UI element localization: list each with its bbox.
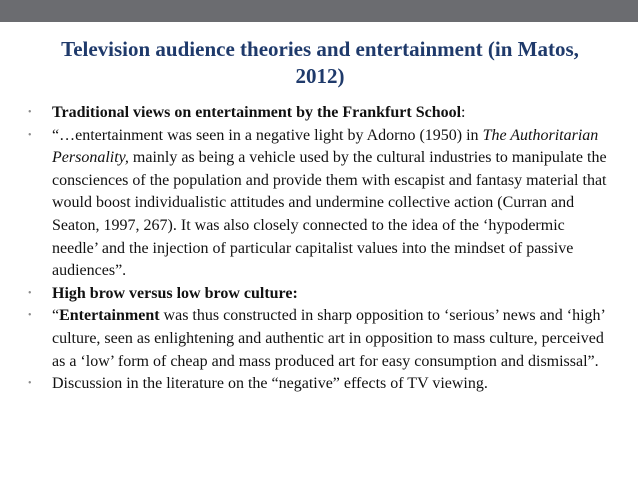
bullet-item-entertainment-quote: [22, 305, 612, 373]
bullet-icon: •: [28, 287, 32, 299]
top-bar: [0, 0, 638, 22]
slide-title: Television audience theories and entertainment (in Matos, 2012): [61, 37, 579, 88]
quote-text-rest: was thus constructed in sharp opposition to ‘serious’ news and ‘high’ culture, seen as enlightening and authentic art in opposition to mass culture, perceived as a ‘low’ form of cheap and mass produced art for easy consumption and dismissal”.: [52, 307, 605, 370]
bullet-text: Discussion in the literature on the “negative” effects of TV viewing.: [52, 375, 488, 393]
quote-text-start: “…entertainment was seen in a negative light by Adorno (1950) in: [52, 126, 483, 144]
bullet-heading: Traditional views on entertainment by the Frankfurt School: [52, 104, 462, 121]
entertainment-term: Entertainment: [59, 307, 160, 325]
bullet-item-high-low-brow: [22, 283, 612, 306]
bullet-heading: High brow versus low brow culture:: [52, 284, 298, 302]
quote-open: “: [52, 307, 60, 325]
bullet-text: :: [461, 104, 466, 121]
quote-text-rest: mainly as being a vehicle used by the cultural industries to manipulate the consciences of the population and provide them with escapist and fantasy material that would boost individualistic attitudes and undermine collective action (Curran and Seaton, 1997, 267). It was also closely connected to the idea of the ‘hypodermic needle’ and the injection of particular capitalist values into the mindset of passive audiences”.: [52, 149, 607, 280]
bullet-list: [22, 102, 612, 396]
bullet-item-adorno-quote: [22, 125, 612, 283]
bullet-item-frankfurt: [22, 102, 612, 125]
bullet-item-tv-effects: [22, 373, 612, 396]
bullet-icon: •: [28, 129, 32, 141]
bullet-icon: •: [28, 378, 32, 390]
book-title: The Authoritarian Personality,: [52, 126, 599, 167]
bullet-icon: •: [28, 107, 32, 118]
bullet-icon: •: [28, 310, 32, 322]
